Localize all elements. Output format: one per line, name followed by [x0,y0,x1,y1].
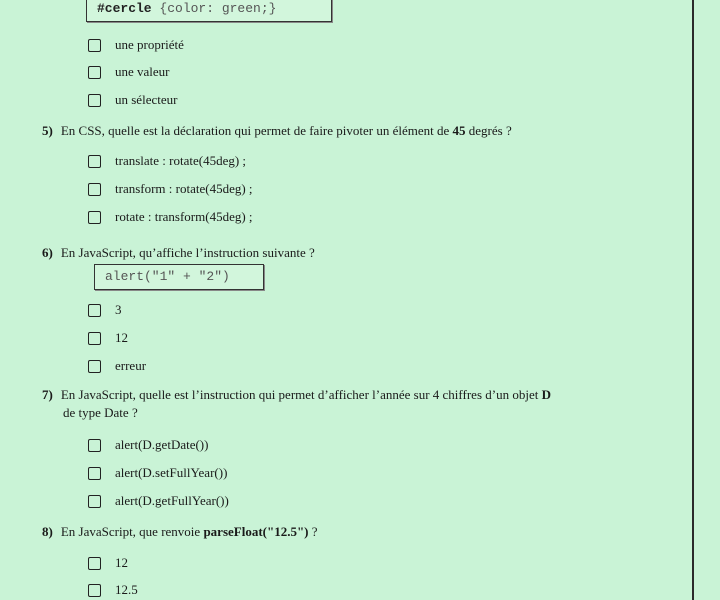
option-label: 12 [115,555,128,570]
option-label: alert(D.getDate()) [115,437,209,452]
q5-option-1[interactable] [88,152,246,170]
question-emphasis: D [541,387,551,402]
option-label: transform : rotate(45deg) ; [115,181,253,196]
option-label: rotate : transform(45deg) ; [115,209,253,224]
question-emphasis: 45 [452,123,466,138]
option-label: une propriété [115,37,184,52]
question-text-end: ? [308,524,318,539]
option-label: translate : rotate(45deg) ; [115,153,247,168]
checkbox[interactable] [88,467,101,480]
q7-option-2[interactable] [88,464,227,482]
question-number: 5) [42,123,53,138]
question-7 [42,386,622,404]
question-number: 7) [42,387,53,402]
checkbox[interactable] [88,39,101,52]
q4-option-3[interactable] [88,91,177,109]
q6-option-3[interactable] [88,357,146,375]
checkbox[interactable] [88,155,101,168]
question-number: 6) [42,245,53,260]
question-text-end: degrés ? [465,123,512,138]
checkbox[interactable] [88,211,101,224]
question-5 [42,122,632,140]
q7-option-1[interactable] [88,436,208,454]
option-label: une valeur [115,64,170,79]
option-label: erreur [115,358,147,373]
question-text: En JavaScript, que renvoie [60,524,204,539]
q7-option-3[interactable] [88,492,229,510]
option-label: 12.5 [115,582,138,597]
checkbox[interactable] [88,360,101,373]
code-rule: {color: green;} [151,1,277,16]
question-8 [42,523,632,541]
question-text: En JavaScript, qu’affiche l’instruction suivante ? [60,245,315,260]
code-selector: #cercle [97,1,152,16]
question-number: 8) [42,524,53,539]
question-text: En JavaScript, quelle est l’instruction qui permet d’afficher l’année sur 4 chiffres d’un objet [60,387,542,402]
q8-option-2[interactable] [88,581,138,599]
q6-option-2[interactable] [88,329,128,347]
checkbox[interactable] [88,584,101,597]
q4-option-2[interactable] [88,63,170,81]
css-code-snippet [86,0,332,22]
page-border-line [692,0,694,600]
question-text: En CSS, quelle est la déclaration qui permet de faire pivoter un élément de [60,123,453,138]
q4-option-1[interactable] [88,36,184,54]
question-emphasis: parseFloat("12.5") [203,524,309,539]
q6-option-1[interactable] [88,301,122,319]
checkbox[interactable] [88,332,101,345]
q8-option-1[interactable] [88,554,128,572]
checkbox[interactable] [88,439,101,452]
checkbox[interactable] [88,495,101,508]
checkbox[interactable] [88,94,101,107]
option-label: 3 [115,302,122,317]
option-label: alert(D.setFullYear()) [115,465,228,480]
option-label: 12 [115,330,128,345]
option-label: un sélecteur [115,92,178,107]
checkbox[interactable] [88,557,101,570]
checkbox[interactable] [88,304,101,317]
question-7-continuation: de type Date ? [63,405,138,420]
checkbox[interactable] [88,183,101,196]
option-label: alert(D.getFullYear()) [115,493,229,508]
js-code-snippet: alert("1" + "2") [94,264,264,290]
checkbox[interactable] [88,66,101,79]
q5-option-3[interactable] [88,208,253,226]
q5-option-2[interactable] [88,180,253,198]
question-6 [42,244,632,262]
